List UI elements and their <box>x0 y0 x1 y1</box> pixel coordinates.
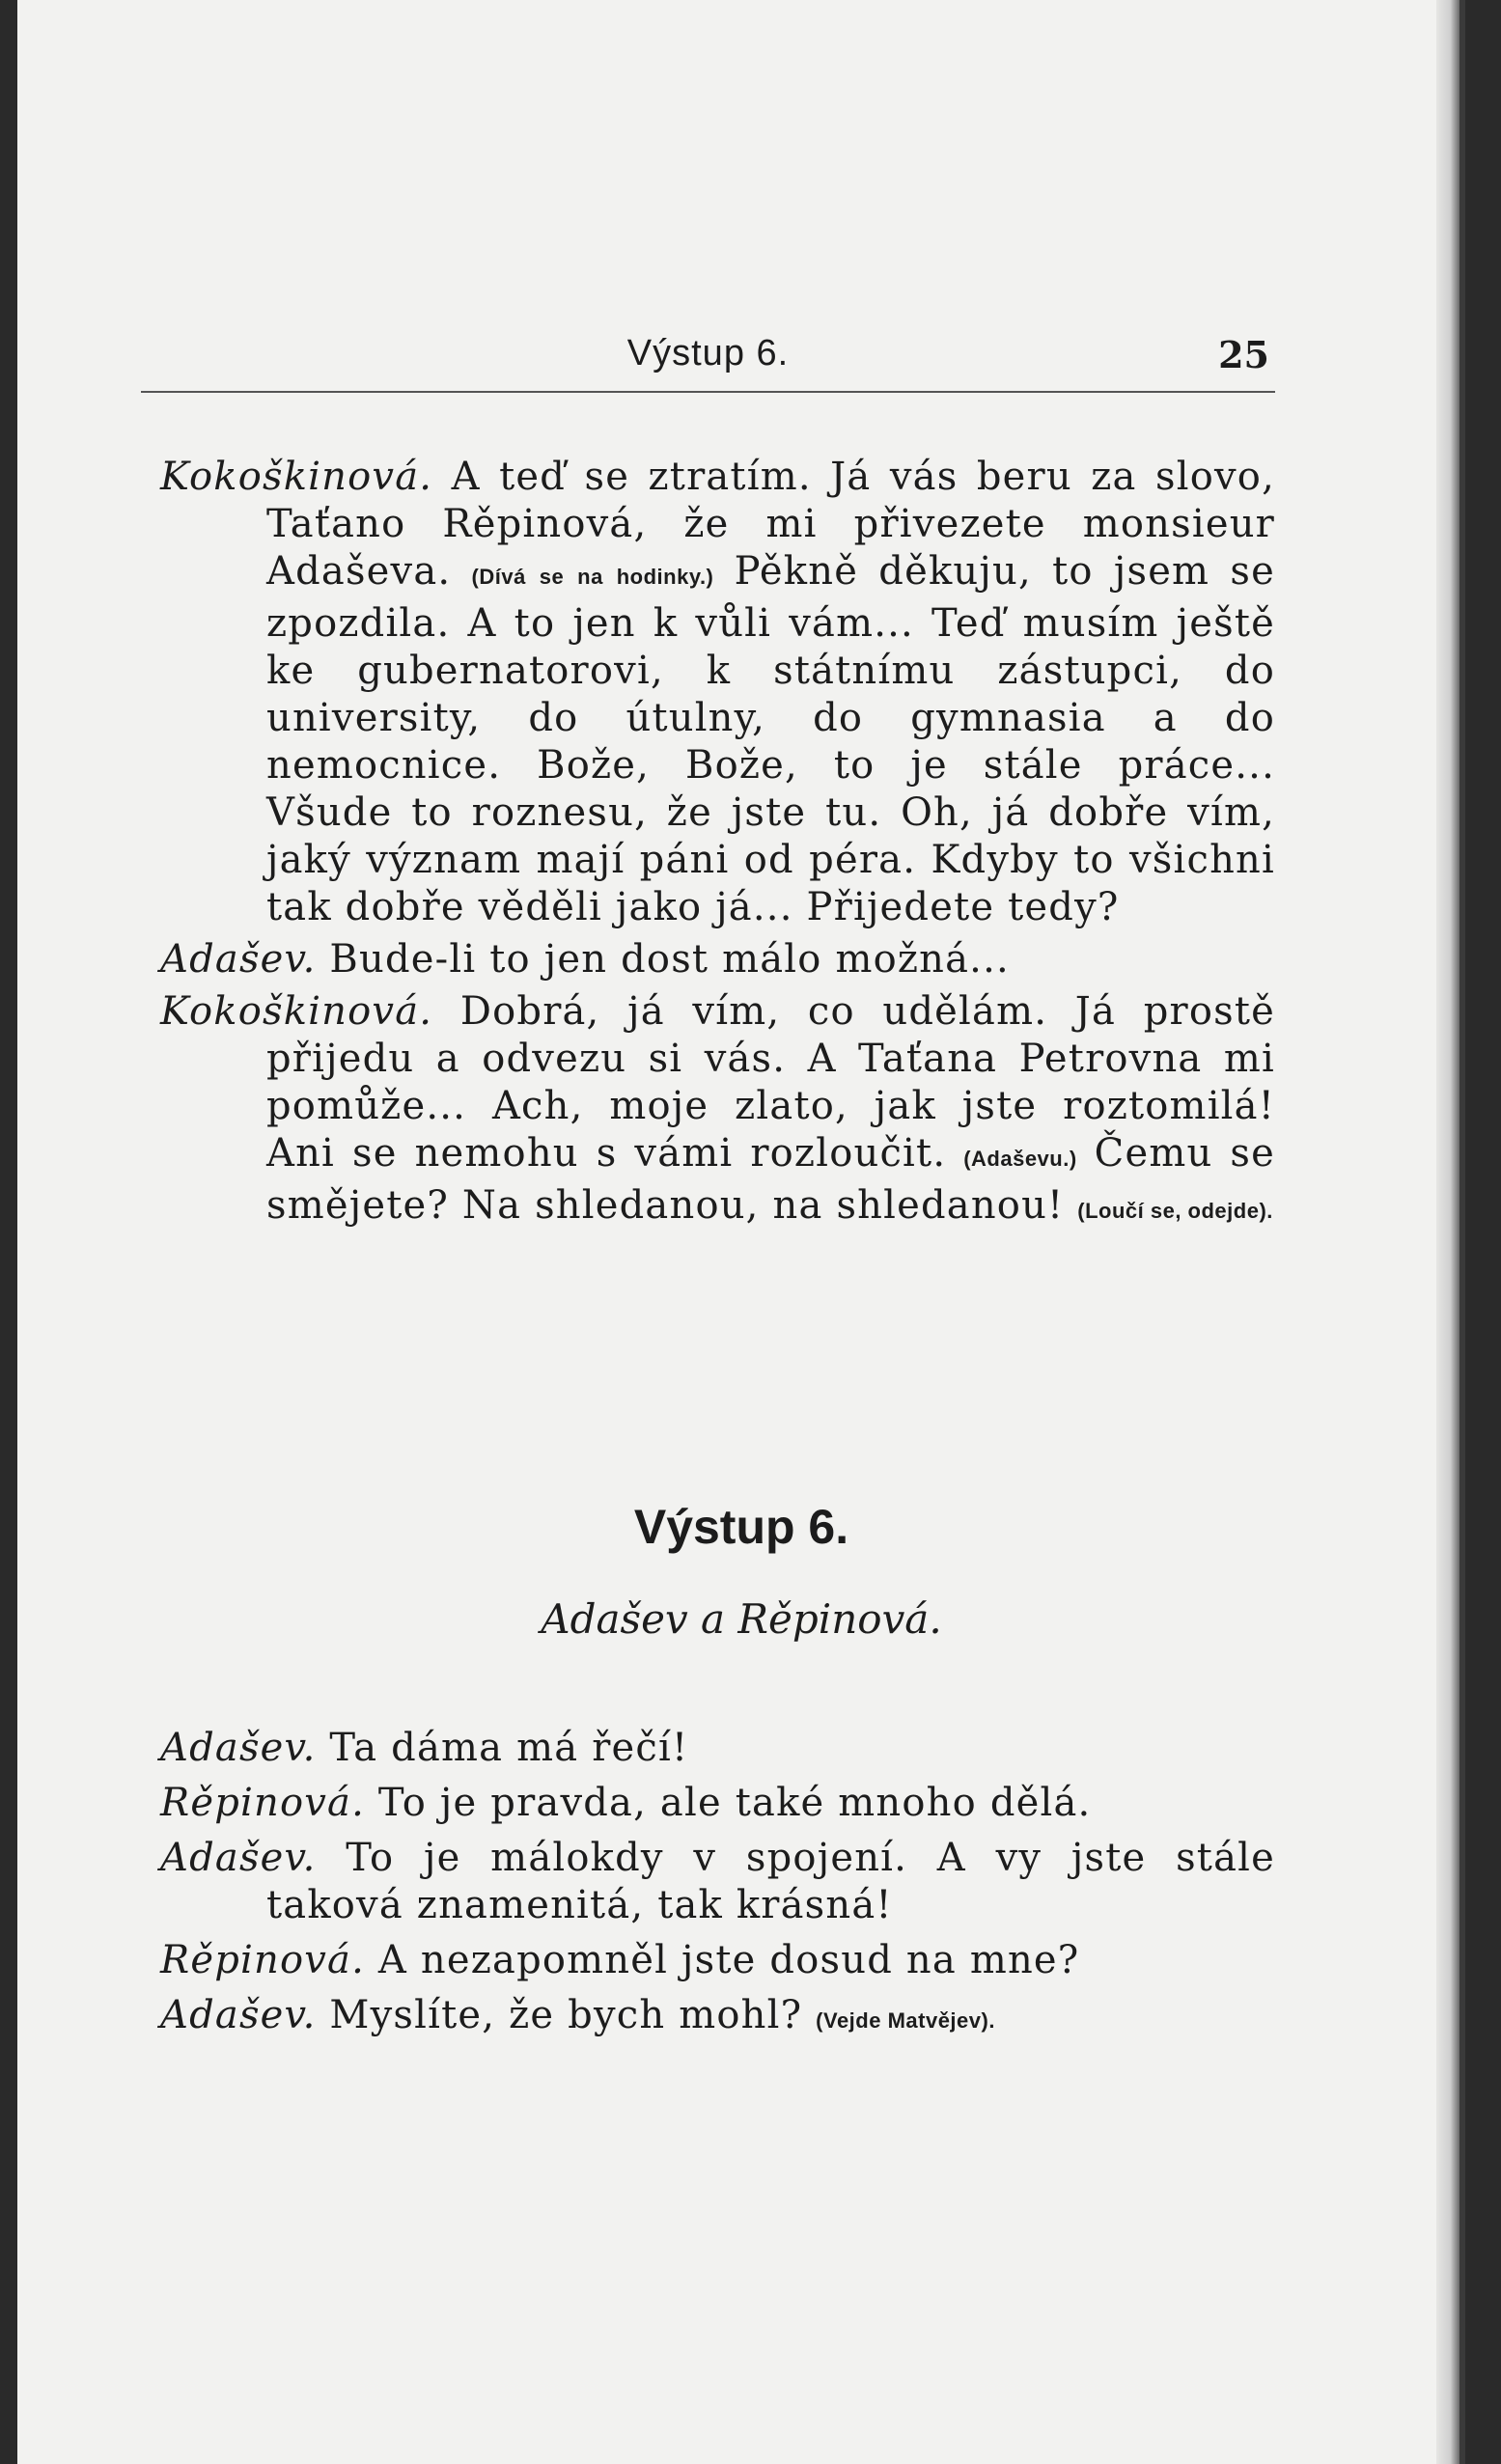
speech-text: Ta dáma má řečí! <box>316 1726 689 1770</box>
header-title: Výstup 6. <box>626 333 790 374</box>
dialogue-block-2 <box>160 1725 1275 2044</box>
page-edge <box>1436 0 1459 2464</box>
scene-title: Výstup 6. <box>633 1500 849 1554</box>
speech-text: Myslíte, že bych mohl? <box>316 1993 817 2037</box>
speaker-name: Kokoškinová. <box>160 989 433 1034</box>
speech-text: A nezapomněl jste dosud na mne? <box>365 1938 1080 1982</box>
speech <box>160 454 1275 931</box>
speech-text: To je málokdy v spojení. A vy jste stále taková znamenitá, tak krásná! <box>266 1836 1275 1927</box>
speech-text: Pěkně děkuju, to jsem se zpozdila. A to jen k vůli vám... Teď musím ještě ke gubernatorovi, k státnímu zástupci, do university, do útulny, do gymnasia a do nemocnice. Bože, Bože, to je stále práce... Všude to roznesu, že jste tu. Oh, já dobře vím, jaký význam mají páni od péra. Kdyby to všichni tak dobře věděli jako já... Přijedete tedy? <box>266 549 1276 929</box>
stage-direction: (Adaševu.) <box>963 1147 1077 1171</box>
speech <box>160 1780 1275 1827</box>
speech <box>160 1725 1275 1772</box>
speech-text: Dobrá, já vím, co udělám. Já prostě přijedu a odvezu si vás. A Taťana Petrovna mi pomůže... Ach, moje zlato, jak jste roztomilá! Ani se nemohu s vámi rozloučit. <box>266 989 1275 1176</box>
page-number: 25 <box>1218 333 1269 376</box>
speech-text: Bude-li to jen dost málo možná... <box>316 937 1010 982</box>
dialogue-block-1 <box>160 454 1275 1234</box>
scene-cast: Adašev a Rěpinová. <box>541 1595 942 1643</box>
speech-text: Čemu se smějete? Na shledanou, na shledanou! <box>266 1131 1275 1228</box>
speech-text: To je pravda, ale také mnoho dělá. <box>365 1781 1092 1825</box>
speaker-name: Adašev. <box>160 1993 317 2037</box>
speaker-name: Adašev. <box>160 937 317 982</box>
stage-direction: (Vejde Matvějev). <box>816 2008 995 2033</box>
speaker-name: Adašev. <box>160 1836 317 1880</box>
stage-direction: (Loučí se, odejde). <box>1077 1199 1273 1223</box>
speech <box>160 988 1275 1234</box>
speaker-name: Rěpinová. <box>160 1938 365 1982</box>
speaker-name: Kokoškinová. <box>160 455 433 499</box>
speech <box>160 936 1275 983</box>
speaker-name: Adašev. <box>160 1726 317 1770</box>
book-page <box>17 0 1465 2464</box>
speech <box>160 1835 1275 1929</box>
stage-direction: (Dívá se na hodinky.) <box>471 565 714 589</box>
speaker-name: Rěpinová. <box>160 1781 365 1825</box>
speech <box>160 1937 1275 1984</box>
running-header <box>141 333 1275 393</box>
speech <box>160 1992 1275 2044</box>
speech-text: A teď se ztratím. Já vás beru za slovo, Taťano Rěpinová, že mi přivezete monsieur Adaševa. <box>266 455 1275 594</box>
